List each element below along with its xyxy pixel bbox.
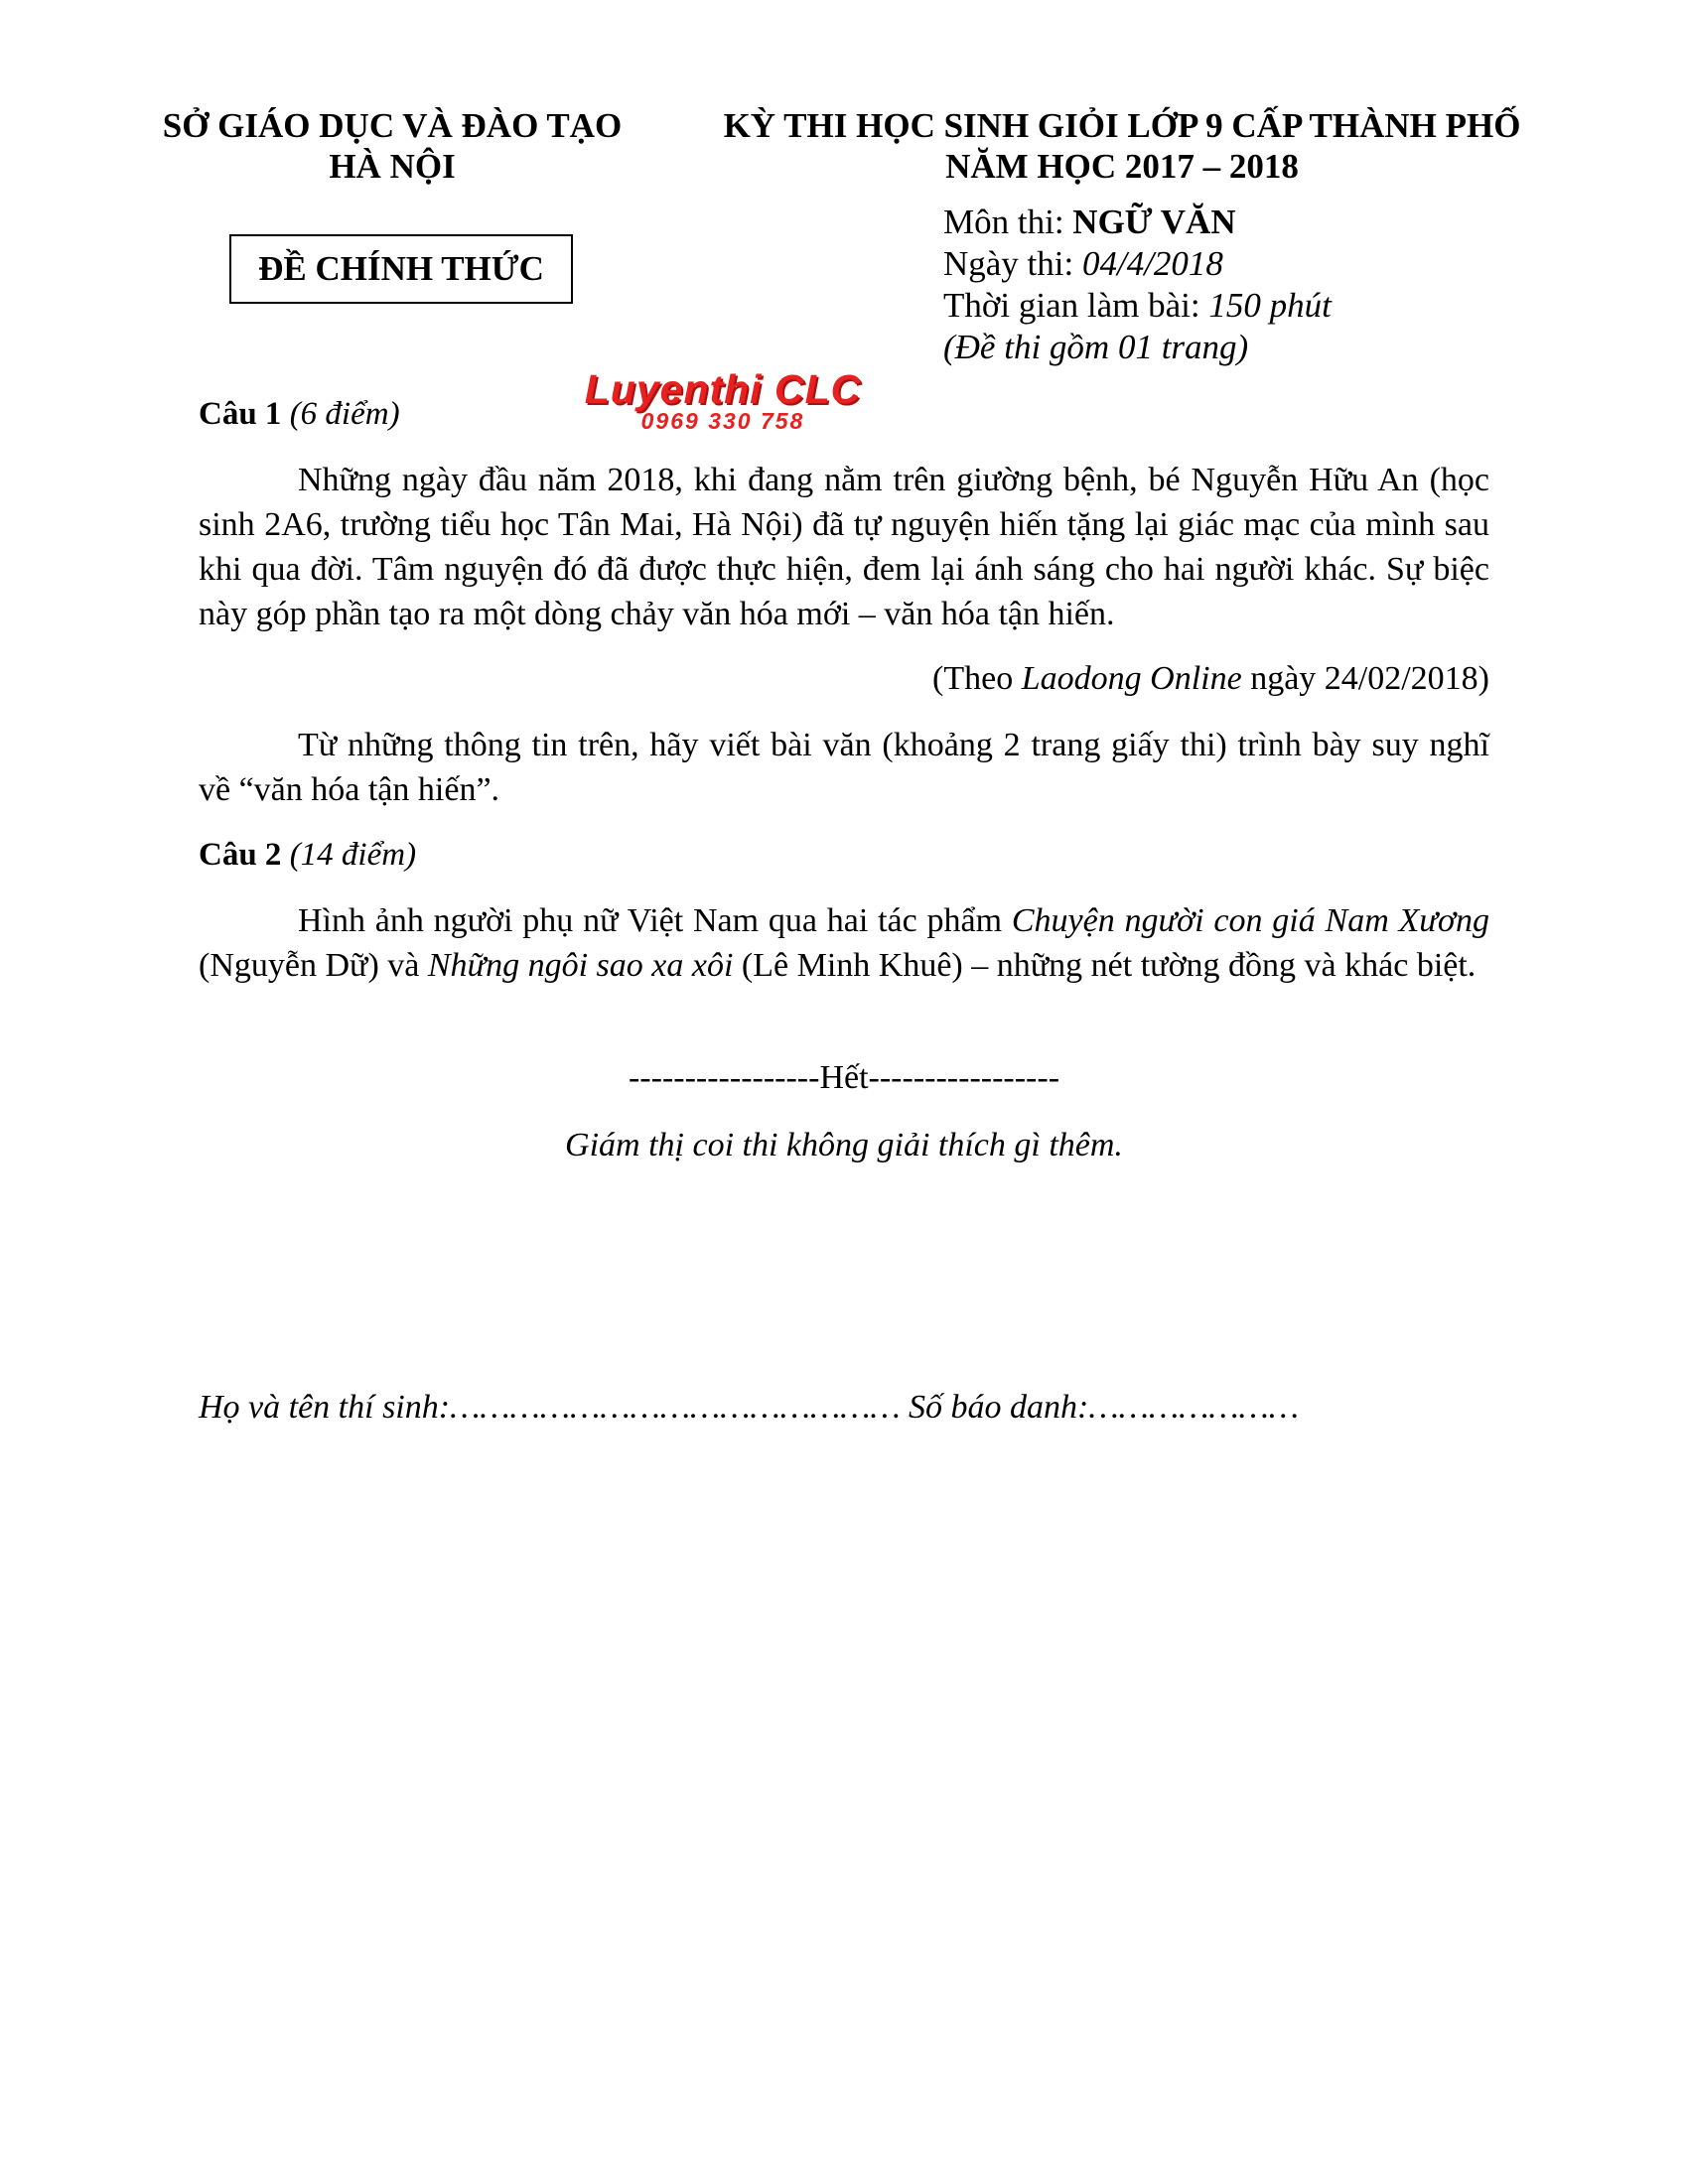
end-marker: -----------------Hết-----------------: [628, 1059, 1060, 1096]
pages-note: (Đề thi gồm 01 trang): [943, 328, 1249, 366]
question1-points: (6 điểm): [289, 396, 400, 432]
question2-label: Câu 2: [199, 837, 282, 873]
question1-source: [932, 656, 1489, 701]
candidate-id-label: Số báo danh:…………………: [909, 1389, 1299, 1426]
time-line: [943, 285, 1332, 327]
question2-text: [199, 898, 1489, 988]
watermark-name: Luyenthi CLC: [584, 366, 862, 412]
watermark-phone: 0969 330 758: [640, 408, 805, 434]
source-name: Laodong Online: [1021, 660, 1242, 697]
question2-work1: Chuyện người con giá Nam Xương: [1011, 902, 1489, 939]
question2-text-part2: (Nguyễn Dữ) và: [199, 947, 428, 984]
official-exam-label: ĐỀ CHÍNH THỨC: [258, 249, 544, 288]
question1-prompt: Từ những thông tin trên, hãy viết bài văn (khoảng 2 trang giấy thi) trình bày suy nghĩ về “văn hóa tận hiến”.: [199, 727, 1489, 808]
proctor-note: Giám thị coi thi không giải thích gì thêm.: [565, 1127, 1123, 1163]
subject-line: [943, 202, 1332, 243]
official-exam-box: [229, 234, 573, 304]
question1-passage: Những ngày đầu năm 2018, khi đang nằm trên giường bệnh, bé Nguyễn Hữu An (học sinh 2A6, trường tiểu học Tân Mai, Hà Nội) đã tự nguyện hiến tặng lại giác mạc của mình sau khi qua đời. Tâm nguyện đó đã được thực hiện, đem lại ánh sáng cho hai người khác. Sự biệc này góp phần tạo ra một dòng chảy văn hóa mới – văn hóa tận hiến.: [199, 462, 1489, 632]
exam-title-line2: NĂM HỌC 2017 – 2018: [945, 147, 1299, 186]
exam-title-line1: KỲ THI HỌC SINH GIỎI LỚP 9 CẤP THÀNH PHỐ: [723, 106, 1521, 145]
question2-work2: Những ngôi sao xa xôi: [427, 947, 734, 984]
exam-info: [943, 202, 1332, 368]
question1-title: [199, 394, 400, 434]
watermark-logo: [574, 366, 872, 434]
department-line2: HÀ NỘI: [329, 147, 456, 186]
question2-title: [199, 835, 416, 875]
subject-label: Môn thi:: [943, 203, 1073, 241]
question2-text-part3: (Lê Minh Khuê) – những nét tường đồng và khác biệt.: [733, 947, 1477, 984]
department-line1: SỞ GIÁO DỤC VÀ ĐÀO TẠO: [162, 106, 623, 145]
date-value: 04/4/2018: [1081, 244, 1223, 283]
question1-label: Câu 1: [199, 396, 282, 432]
question2-points: (14 điểm): [289, 837, 417, 873]
source-suffix: ngày 24/02/2018): [1241, 660, 1489, 697]
subject-value: NGỮ VĂN: [1072, 203, 1236, 241]
date-line: [943, 243, 1332, 285]
source-prefix: (Theo: [932, 660, 1022, 697]
department-name: [149, 105, 635, 187]
question2-text-part1: Hình ảnh người phụ nữ Việt Nam qua hai tác phẩm: [298, 902, 1012, 939]
candidate-name-label: Họ và tên thí sinh:………………………………………: [199, 1389, 910, 1426]
time-label: Thời gian làm bài:: [943, 286, 1209, 325]
time-value: 150 phút: [1208, 286, 1332, 325]
date-label: Ngày thi:: [943, 244, 1082, 283]
candidate-info-line: [199, 1385, 1489, 1430]
exam-title: [695, 105, 1549, 187]
